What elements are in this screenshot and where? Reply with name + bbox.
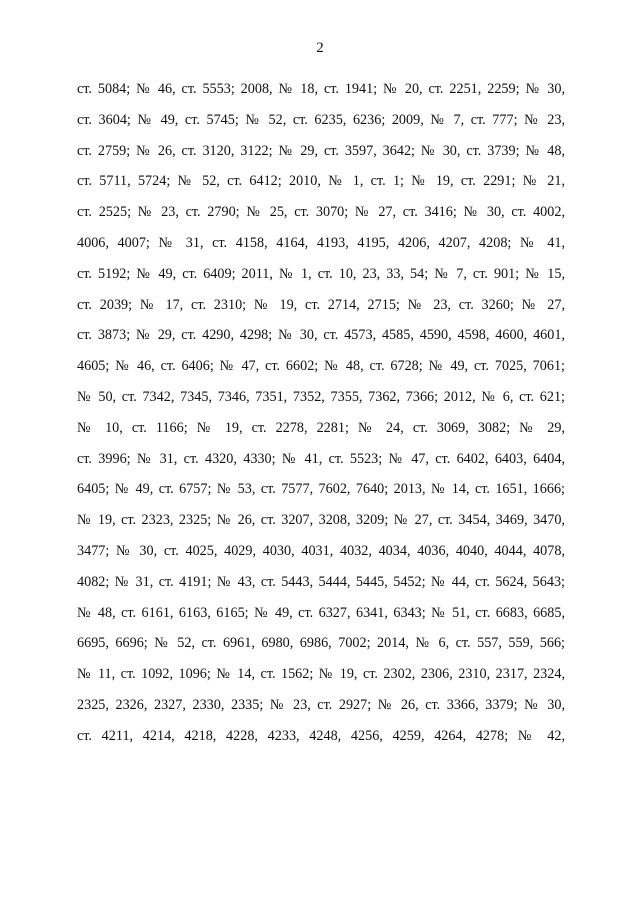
text-line: № 11, ст. 1092, 1096; № 14, ст. 1562; № 19, ст. 2302, 2306, 2310, 2317, 2324, (77, 666, 565, 683)
text-line: № 10, ст. 1166; № 19, ст. 2278, 2281; № 24, ст. 3069, 3082; № 29, (77, 419, 565, 436)
text-line: ст. 5084; № 46, ст. 5553; 2008, № 18, ст. 1941; № 20, ст. 2251, 2259; № 30, (77, 81, 565, 97)
text-line: 3477; № 30, ст. 4025, 4029, 4030, 4031, 4032, 4034, 4036, 4040, 4044, 4078, (77, 542, 565, 559)
text-line: ст. 2759; № 26, ст. 3120, 3122; № 29, ст. 3597, 3642; № 30, ст. 3739; № 48, (77, 142, 565, 159)
text-line: ст. 3873; № 29, ст. 4290, 4298; № 30, ст. 4573, 4585, 4590, 4598, 4600, 4601, (77, 327, 565, 344)
page-number: 2 (316, 40, 324, 56)
text-line: ст. 3604; № 49, ст. 5745; № 52, ст. 6235, 6236; 2009, № 7, ст. 777; № 23, (77, 111, 565, 128)
text-line: 4006, 4007; № 31, ст. 4158, 4164, 4193, 4195, 4206, 4207, 4208; № 41, (77, 234, 565, 251)
text-line: № 50, ст. 7342, 7345, 7346, 7351, 7352, 7355, 7362, 7366; 2012, № 6, ст. 621; (77, 388, 565, 405)
text-line: ст. 3996; № 31, ст. 4320, 4330; № 41, ст. 5523; № 47, ст. 6402, 6403, 6404, (77, 450, 565, 467)
text-line: № 19, ст. 2323, 2325; № 26, ст. 3207, 3208, 3209; № 27, ст. 3454, 3469, 3470, (77, 512, 565, 529)
text-line: ст. 2039; № 17, ст. 2310; № 19, ст. 2714, 2715; № 23, ст. 3260; № 27, (77, 296, 565, 313)
body-text (77, 74, 565, 752)
text-line: 6695, 6696; № 52, ст. 6961, 6980, 6986, 7002; 2014, № 6, ст. 557, 559, 566; (77, 635, 565, 652)
text-line: 2325, 2326, 2327, 2330, 2335; № 23, ст. 2927; № 26, ст. 3366, 3379; № 30, (77, 696, 565, 713)
text-line: 4605; № 46, ст. 6406; № 47, ст. 6602; № 48, ст. 6728; № 49, ст. 7025, 7061; (77, 358, 565, 375)
text-line: 4082; № 31, ст. 4191; № 43, ст. 5443, 5444, 5445, 5452; № 44, ст. 5624, 5643; (77, 573, 565, 590)
text-line: 6405; № 49, ст. 6757; № 53, ст. 7577, 7602, 7640; 2013, № 14, ст. 1651, 1666; (77, 481, 565, 498)
text-line: ст. 5711, 5724; № 52, ст. 6412; 2010, № 1, ст. 1; № 19, ст. 2291; № 21, (77, 173, 565, 190)
text-line: ст. 2525; № 23, ст. 2790; № 25, ст. 3070; № 27, ст. 3416; № 30, ст. 4002, (77, 204, 565, 221)
text-line: № 48, ст. 6161, 6163, 6165; № 49, ст. 6327, 6341, 6343; № 51, ст. 6683, 6685, (77, 604, 565, 621)
text-line: ст. 4211, 4214, 4218, 4228, 4233, 4248, 4256, 4259, 4264, 4278; № 42, (77, 727, 565, 744)
text-line: ст. 5192; № 49, ст. 6409; 2011, № 1, ст. 10, 23, 33, 54; № 7, ст. 901; № 15, (77, 265, 565, 282)
